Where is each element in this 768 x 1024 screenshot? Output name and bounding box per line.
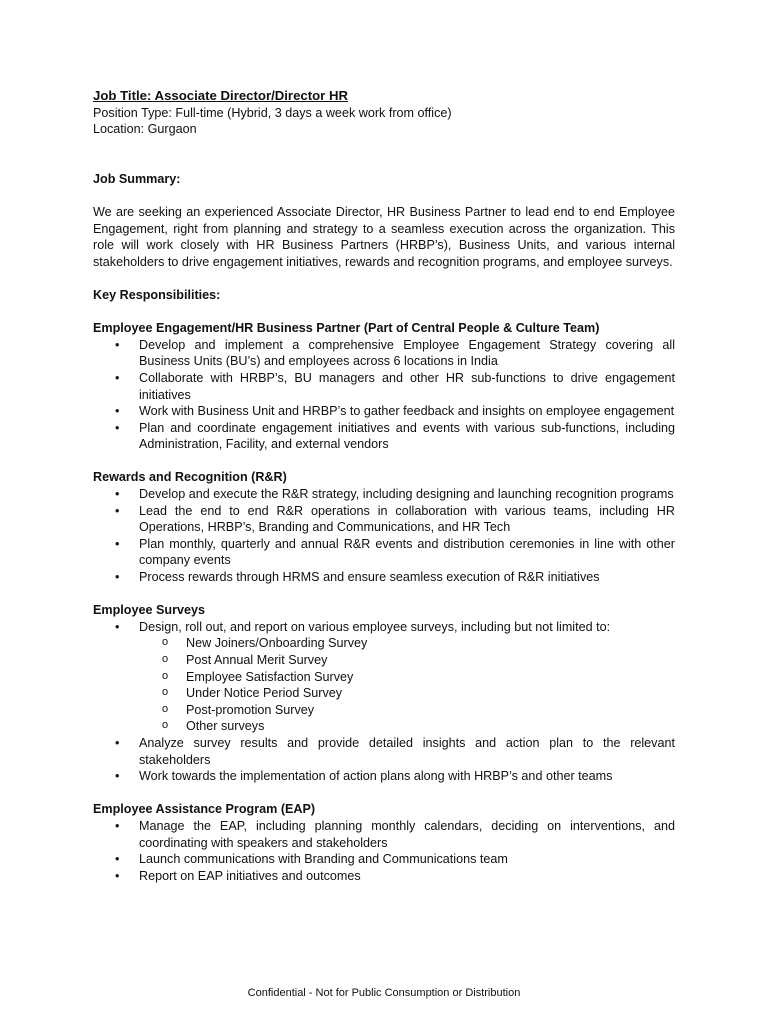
list-item: • Analyze survey results and provide detailed insights and action plan to the relevant stakeholders	[93, 735, 675, 768]
summary-text: We are seeking an experienced Associate Director, HR Business Partner to lead end to end Employee Engagement, right from planning and strategy to a seamless execution across the organization. This role will work closely with HR Business Partners (HRBP’s), Business Units, and various internal stakeholders to drive engagement initiatives, rewards and recognition programs, and employee surveys.	[93, 204, 675, 269]
sub-list-item: o New Joiners/Onboarding Survey	[93, 635, 675, 652]
list-item: • Manage the EAP, including planning monthly calendars, deciding on interventions, and coordinating with speakers and stakeholders	[93, 818, 675, 851]
list-item: • Develop and implement a comprehensive Employee Engagement Strategy covering all Business Units (BU’s) and employees across 6 locations in India	[93, 337, 675, 370]
list-item: • Develop and execute the R&R strategy, including designing and launching recognition programs	[93, 486, 675, 503]
list-item: • Lead the end to end R&R operations in collaboration with various teams, including HR Operations, HRBP’s, Branding and Communications, and HR Tech	[93, 503, 675, 536]
bullet-list	[93, 735, 675, 785]
bullet-list	[93, 818, 675, 884]
section-heading: Employee Engagement/HR Business Partner (Part of Central People & Culture Team)	[93, 321, 600, 336]
list-item: • Work towards the implementation of action plans along with HRBP’s and other teams	[93, 768, 675, 785]
list-item: • Work with Business Unit and HRBP’s to gather feedback and insights on employee engagement	[93, 403, 675, 420]
sub-list-item: o Under Notice Period Survey	[93, 685, 675, 702]
section-heading: Employee Surveys	[93, 603, 206, 618]
bullet-list	[93, 337, 675, 453]
list-item: • Report on EAP initiatives and outcomes	[93, 868, 675, 885]
responsibilities-heading: Key Responsibilities:	[93, 287, 221, 302]
summary-heading: Job Summary:	[93, 171, 181, 186]
job-title: Job Title: Associate Director/Director HR	[93, 88, 349, 103]
bullet-list	[93, 619, 675, 636]
sub-list-item: o Post-promotion Survey	[93, 702, 675, 719]
list-item: • Launch communications with Branding and Communications team	[93, 851, 675, 868]
list-item: • Plan and coordinate engagement initiatives and events with various sub-functions, including Administration, Facility, and external vendors	[93, 420, 675, 453]
list-item: • Design, roll out, and report on various employee surveys, including but not limited to:	[93, 619, 675, 636]
sub-bullet-list	[93, 635, 675, 735]
sub-list-item: o Other surveys	[93, 718, 675, 735]
sub-list-item: o Employee Satisfaction Survey	[93, 669, 675, 686]
list-item: • Collaborate with HRBP’s, BU managers and other HR sub-functions to drive engagement initiatives	[93, 370, 675, 403]
document-page	[93, 88, 675, 884]
location: Location: Gurgaon	[93, 122, 197, 137]
position-type: Position Type: Full-time (Hybrid, 3 days a week work from office)	[93, 105, 452, 120]
list-item: • Process rewards through HRMS and ensure seamless execution of R&R initiatives	[93, 569, 675, 586]
confidential-footer: Confidential - Not for Public Consumption or Distribution	[247, 987, 521, 999]
sub-list-item: o Post Annual Merit Survey	[93, 652, 675, 669]
section-heading: Employee Assistance Program (EAP)	[93, 802, 316, 817]
bullet-list	[93, 486, 675, 586]
list-item: • Plan monthly, quarterly and annual R&R events and distribution ceremonies in line with other company events	[93, 536, 675, 569]
section-heading: Rewards and Recognition (R&R)	[93, 470, 287, 485]
